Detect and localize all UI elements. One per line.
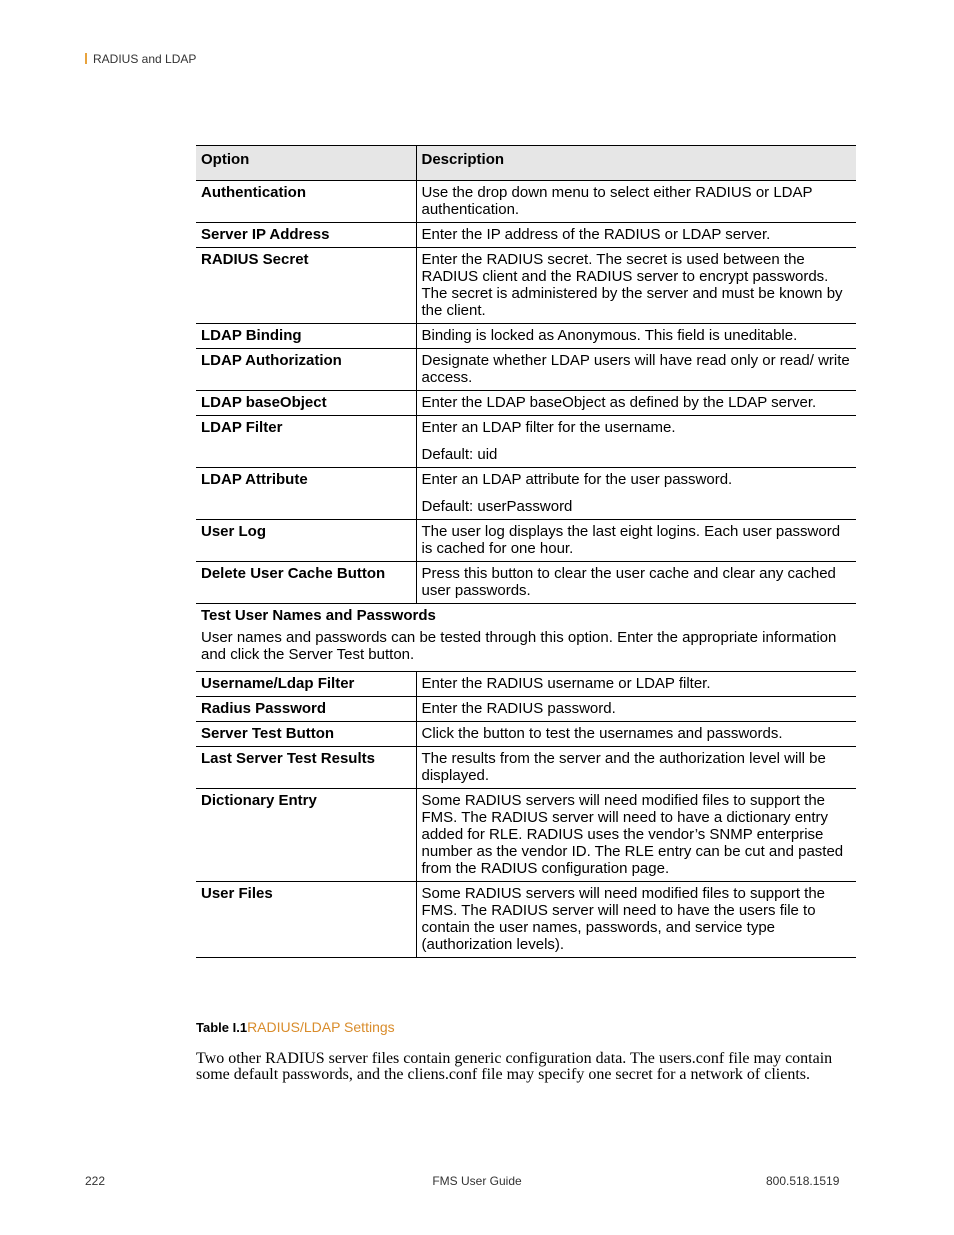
option-cell: Server Test Button (196, 722, 416, 747)
description-cell (416, 747, 856, 789)
table-row (196, 747, 856, 789)
running-header (85, 52, 196, 66)
description-cell (416, 722, 856, 747)
caption-title-link[interactable]: RADIUS/LDAP Settings (247, 1019, 395, 1035)
option-cell: Radius Password (196, 697, 416, 722)
settings-table (196, 145, 856, 958)
option-cell: Username/Ldap Filter (196, 672, 416, 697)
footer-page-number: 222 (85, 1174, 106, 1188)
option-cell: LDAP Binding (196, 324, 416, 349)
table-row (196, 789, 856, 882)
description-text: The user log displays the last eight logins. Each user password is cached for one hour. (421, 523, 841, 557)
option-cell: User Log (196, 520, 416, 562)
description-cell (416, 697, 856, 722)
option-cell: Delete User Cache Button (196, 562, 416, 604)
footer-title: FMS User Guide (432, 1174, 522, 1188)
option-cell: Last Server Test Results (196, 747, 416, 789)
description-text: Binding is locked as Anonymous. This field is uneditable. (421, 327, 798, 344)
description-cell (416, 324, 856, 349)
description-text: Enter the RADIUS username or LDAP filter. (421, 675, 711, 692)
description-text: Click the button to test the usernames and passwords. (421, 725, 783, 742)
description-text: Enter the RADIUS secret. The secret is used between the RADIUS client and the RADIUS server to encrypt passwords. The secret is administered by the server and must be known by the client. (421, 251, 843, 319)
option-cell: LDAP baseObject (196, 391, 416, 416)
table-row (196, 223, 856, 248)
table-row (196, 349, 856, 391)
table-row (196, 562, 856, 604)
table-row (196, 181, 856, 223)
description-cell (416, 882, 856, 958)
option-cell: Dictionary Entry (196, 789, 416, 882)
description-cell (416, 672, 856, 697)
body-paragraph: Two other RADIUS server files contain generic configuration data. The users.conf file may contain some default passwords, and the cliens.conf file may specify one secret for a network of clients. (196, 1050, 833, 1083)
description-text: Enter an LDAP attribute for the user password. (421, 471, 733, 488)
header-accent-bar (85, 53, 87, 64)
table-row (196, 391, 856, 416)
table-row (196, 324, 856, 349)
description-cell (416, 248, 856, 324)
table-header-row (196, 146, 856, 181)
section-text: User names and passwords can be tested through this option. Enter the appropriate information and click the Server Test button. (201, 629, 837, 663)
table-row (196, 520, 856, 562)
table-caption (196, 1019, 395, 1035)
description-cell (416, 520, 856, 562)
section-row (196, 604, 856, 672)
table-row (196, 672, 856, 697)
table-row (196, 882, 856, 958)
table-row (196, 697, 856, 722)
option-cell: RADIUS Secret (196, 248, 416, 324)
table-row (196, 468, 856, 520)
description-cell (416, 789, 856, 882)
option-cell: Server IP Address (196, 223, 416, 248)
table-row (196, 248, 856, 324)
description-text: Enter the LDAP baseObject as defined by the LDAP server. (421, 394, 817, 411)
default-value-text: Default: uid (421, 446, 498, 463)
section-cell (196, 604, 856, 672)
caption-label: Table I.1 (196, 1020, 248, 1035)
description-cell (416, 181, 856, 223)
table-row (196, 722, 856, 747)
col-description-header: Description (416, 146, 856, 181)
description-text: Enter an LDAP filter for the username. (421, 419, 676, 436)
description-text: Some RADIUS servers will need modified files to support the FMS. The RADIUS server will need to have the users file to contain the user names, passwords, and service type (authorization levels). (421, 885, 826, 953)
description-text: Some RADIUS servers will need modified files to support the FMS. The RADIUS server will need to have a dictionary entry added for RLE. RADIUS uses the vendor’s SNMP enterprise number as the vendor ID. The RLE entry can be cut and pasted from the RADIUS configuration page. (421, 792, 844, 877)
description-text: Enter the RADIUS password. (421, 700, 616, 717)
section-title: Test User Names and Passwords (201, 607, 436, 624)
option-cell: LDAP Authorization (196, 349, 416, 391)
description-text: Designate whether LDAP users will have read only or read/ write access. (421, 352, 850, 386)
description-cell (416, 416, 856, 468)
default-value-text: Default: userPassword (421, 498, 573, 515)
description-text: The results from the server and the authorization level will be displayed. (421, 750, 826, 784)
option-cell: LDAP Filter (196, 416, 416, 468)
header-section-title: RADIUS and LDAP (93, 52, 197, 66)
description-text: Enter the IP address of the RADIUS or LDAP server. (421, 226, 771, 243)
option-cell: LDAP Attribute (196, 468, 416, 520)
description-text: Press this button to clear the user cache and clear any cached user passwords. (421, 565, 836, 599)
table-row (196, 416, 856, 468)
description-cell (416, 391, 856, 416)
description-cell (416, 223, 856, 248)
description-cell (416, 468, 856, 520)
footer-phone: 800.518.1519 (766, 1174, 840, 1188)
option-cell: User Files (196, 882, 416, 958)
description-cell (416, 349, 856, 391)
description-text: Use the drop down menu to select either RADIUS or LDAP authentication. (421, 184, 813, 218)
option-cell: Authentication (196, 181, 416, 223)
description-cell (416, 562, 856, 604)
col-option-header: Option (196, 146, 416, 181)
